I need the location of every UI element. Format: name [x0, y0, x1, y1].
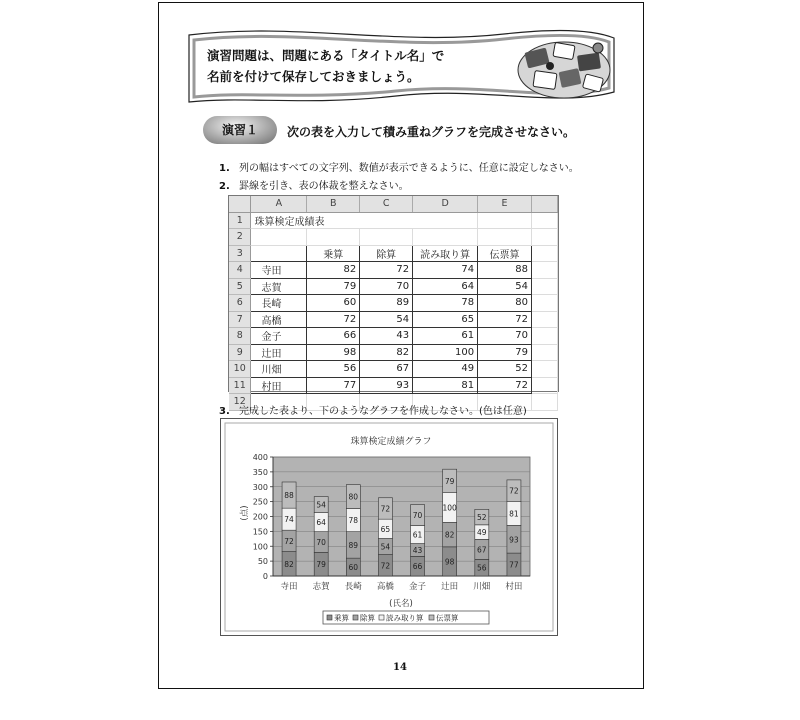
- x-axis-label: (氏名): [389, 599, 413, 609]
- value-cell[interactable]: 93: [360, 377, 413, 394]
- data-label: 82: [284, 559, 294, 569]
- step-2: [219, 177, 409, 192]
- data-label: 88: [284, 491, 294, 501]
- data-label: 60: [348, 563, 359, 573]
- value-cell[interactable]: 72: [478, 311, 532, 328]
- value-cell[interactable]: 49: [413, 361, 478, 378]
- value-cell[interactable]: 72: [307, 311, 360, 328]
- value-cell[interactable]: 82: [307, 262, 360, 279]
- value-cell[interactable]: 52: [478, 361, 532, 378]
- table-row: [229, 311, 558, 328]
- value-cell[interactable]: 60: [307, 295, 360, 312]
- header-cell[interactable]: 乗算: [307, 245, 360, 262]
- data-label: 89: [348, 540, 359, 550]
- data-label: 72: [380, 561, 391, 571]
- header-cell[interactable]: 伝票算: [478, 245, 532, 262]
- value-cell[interactable]: 81: [413, 377, 478, 394]
- sheet-row: [229, 229, 558, 246]
- legend-swatch: [379, 615, 384, 620]
- data-label: 79: [444, 476, 455, 486]
- x-tick-label: 長崎: [344, 582, 362, 592]
- name-cell[interactable]: 村田: [251, 377, 307, 394]
- table-row: [229, 361, 558, 378]
- value-cell[interactable]: 56: [307, 361, 360, 378]
- row-number[interactable]: 2: [229, 229, 251, 246]
- legend-swatch: [327, 615, 332, 620]
- row-number[interactable]: 7: [229, 311, 251, 328]
- legend-label: 読み取り算: [386, 613, 424, 623]
- value-cell[interactable]: 61: [413, 328, 478, 345]
- data-label: 82: [444, 530, 455, 540]
- x-tick-label: 金子: [409, 582, 427, 592]
- name-cell[interactable]: 辻田: [251, 344, 307, 361]
- value-cell[interactable]: 72: [478, 377, 532, 394]
- x-tick-label: 高橋: [376, 582, 394, 592]
- y-tick-label: 0: [262, 572, 268, 581]
- page-number: 14: [393, 662, 407, 673]
- spreadsheet: [228, 195, 559, 408]
- cell[interactable]: [532, 361, 558, 378]
- value-cell[interactable]: 100: [413, 344, 478, 361]
- row-number[interactable]: 11: [229, 377, 251, 394]
- banner-line-2: 名前を付けて保存しておきましょう。: [207, 69, 420, 84]
- value-cell[interactable]: 88: [478, 262, 532, 279]
- exercise-badge: 演習１: [203, 116, 277, 144]
- step-1: [219, 159, 579, 174]
- cell[interactable]: [532, 295, 558, 312]
- select-all-corner[interactable]: [229, 196, 251, 212]
- row-number[interactable]: 4: [229, 262, 251, 279]
- row-number[interactable]: 10: [229, 361, 251, 378]
- y-tick-label: 50: [257, 557, 268, 567]
- column-header-d[interactable]: D: [413, 196, 478, 212]
- data-label: 77: [509, 560, 519, 570]
- data-label: 43: [412, 545, 423, 555]
- row-number[interactable]: 6: [229, 295, 251, 312]
- value-cell[interactable]: 98: [307, 344, 360, 361]
- cell[interactable]: [532, 278, 558, 295]
- data-label: 70: [412, 511, 423, 521]
- name-cell[interactable]: 金子: [251, 328, 307, 345]
- name-cell[interactable]: 高橋: [251, 311, 307, 328]
- cell[interactable]: [532, 377, 558, 394]
- stacked-bar-chart: [220, 418, 558, 636]
- column-header-a[interactable]: A: [251, 196, 307, 212]
- row-number[interactable]: 3: [229, 245, 251, 262]
- data-label: 78: [348, 516, 359, 526]
- value-cell[interactable]: 66: [307, 328, 360, 345]
- plot-area: [253, 453, 530, 592]
- data-label: 54: [380, 542, 391, 552]
- data-label: 74: [284, 515, 294, 525]
- name-cell[interactable]: 志賀: [251, 278, 307, 295]
- cell[interactable]: [532, 229, 558, 246]
- cell[interactable]: [307, 229, 360, 246]
- cell[interactable]: [532, 245, 558, 262]
- value-cell[interactable]: 74: [413, 262, 478, 279]
- value-cell[interactable]: 77: [307, 377, 360, 394]
- cell[interactable]: [532, 328, 558, 345]
- clipart-icon: [518, 42, 610, 98]
- x-tick-label: 寺田: [280, 582, 298, 592]
- legend-label: 伝票算: [436, 613, 459, 623]
- row-number[interactable]: 1: [229, 212, 251, 229]
- value-cell[interactable]: 67: [360, 361, 413, 378]
- value-cell[interactable]: 82: [360, 344, 413, 361]
- legend-swatch: [353, 615, 358, 620]
- column-header-e[interactable]: E: [478, 196, 532, 212]
- value-cell[interactable]: 79: [307, 278, 360, 295]
- table-row: [229, 295, 558, 312]
- cell[interactable]: [478, 212, 532, 229]
- value-cell[interactable]: 70: [360, 278, 413, 295]
- y-tick-label: 150: [252, 527, 268, 537]
- cell[interactable]: [532, 344, 558, 361]
- exercise-title: 次の表を入力して積み重ねグラフを完成させなさい。: [287, 125, 576, 139]
- column-header-c[interactable]: C: [360, 196, 413, 212]
- header-cell[interactable]: 読み取り算: [413, 245, 478, 262]
- legend-label: 除算: [360, 613, 375, 623]
- column-header-f[interactable]: [532, 196, 558, 212]
- name-cell[interactable]: 川畑: [251, 361, 307, 378]
- value-cell[interactable]: 78: [413, 295, 478, 312]
- y-tick-label: 250: [252, 497, 268, 507]
- data-label: 52: [477, 513, 487, 523]
- data-label: 65: [380, 524, 391, 534]
- x-tick-label: 志賀: [312, 582, 330, 592]
- y-tick-label: 300: [252, 482, 268, 492]
- data-label: 93: [509, 535, 519, 545]
- y-tick-label: 200: [252, 512, 268, 522]
- data-label: 100: [442, 503, 457, 513]
- value-cell[interactable]: 79: [478, 344, 532, 361]
- step-3: [219, 402, 527, 417]
- cell[interactable]: [251, 245, 307, 262]
- data-label: 61: [412, 530, 423, 540]
- data-label: 66: [412, 562, 423, 572]
- step-text: 罫線を引き、表の体裁を整えなさい。: [239, 181, 409, 192]
- chart-legend: [323, 611, 489, 624]
- spreadsheet-table: [229, 196, 558, 411]
- data-label: 70: [316, 538, 326, 548]
- column-header-b[interactable]: B: [307, 196, 360, 212]
- data-label: 80: [348, 492, 359, 502]
- table-row: [229, 262, 558, 279]
- x-tick-label: 村田: [505, 582, 523, 592]
- step-text: 完成した表より、下のようなグラフを作成しなさい。(色は任意): [239, 406, 527, 417]
- value-cell[interactable]: 54: [478, 278, 532, 295]
- table-row: [229, 377, 558, 394]
- data-label: 79: [316, 560, 326, 570]
- sheet-header-row: [229, 245, 558, 262]
- data-label: 67: [477, 545, 487, 555]
- name-cell[interactable]: 長崎: [251, 295, 307, 312]
- data-label: 72: [380, 504, 391, 514]
- header-cell[interactable]: 除算: [360, 245, 413, 262]
- step-text: 列の幅はすべての文字列、数値が表示できるように、任意に設定しなさい。: [239, 163, 579, 174]
- value-cell[interactable]: 80: [478, 295, 532, 312]
- cell[interactable]: [413, 212, 478, 229]
- value-cell[interactable]: 65: [413, 311, 478, 328]
- y-tick-label: 400: [252, 453, 268, 462]
- data-label: 54: [316, 500, 326, 510]
- row-number[interactable]: 9: [229, 344, 251, 361]
- data-label: 64: [316, 518, 326, 528]
- value-cell[interactable]: 70: [478, 328, 532, 345]
- data-label: 72: [509, 486, 519, 496]
- cell[interactable]: [360, 229, 413, 246]
- cell[interactable]: [532, 394, 558, 411]
- cell[interactable]: [532, 311, 558, 328]
- banner-text: [207, 45, 444, 87]
- step-number: 1.: [219, 163, 230, 174]
- value-cell[interactable]: 89: [360, 295, 413, 312]
- y-tick-label: 350: [252, 467, 268, 477]
- chart-svg: [221, 419, 557, 635]
- row-number[interactable]: 8: [229, 328, 251, 345]
- row-number[interactable]: 5: [229, 278, 251, 295]
- cell[interactable]: [532, 212, 558, 229]
- x-tick-label: 川畑: [473, 582, 491, 592]
- cell[interactable]: [478, 229, 532, 246]
- sheet-row: [229, 212, 558, 229]
- name-cell[interactable]: 寺田: [251, 262, 307, 279]
- cell[interactable]: [413, 229, 478, 246]
- y-tick-label: 100: [252, 542, 268, 552]
- banner-line-1: 演習問題は、問題にある「タイトル名」で: [207, 48, 445, 63]
- table-row: [229, 344, 558, 361]
- cell[interactable]: [251, 229, 307, 246]
- sheet-title-cell[interactable]: 珠算検定成績表: [251, 212, 413, 229]
- y-axis-label: (点): [240, 505, 250, 521]
- data-label: 56: [477, 563, 487, 573]
- table-row: [229, 328, 558, 345]
- data-label: 72: [284, 536, 294, 546]
- legend-swatch: [429, 615, 434, 620]
- value-cell[interactable]: 72: [360, 262, 413, 279]
- x-tick-label: 辻田: [441, 582, 459, 592]
- data-label: 98: [444, 557, 455, 567]
- column-header-row: [229, 196, 558, 212]
- value-cell[interactable]: 64: [413, 278, 478, 295]
- data-label: 49: [477, 528, 487, 538]
- row-number[interactable]: 12: [229, 394, 251, 411]
- value-cell[interactable]: 43: [360, 328, 413, 345]
- chart-title: 珠算検定成績グラフ: [350, 437, 432, 447]
- table-row: [229, 278, 558, 295]
- cell[interactable]: [532, 262, 558, 279]
- value-cell[interactable]: 54: [360, 311, 413, 328]
- step-number: 3.: [219, 406, 230, 417]
- step-number: 2.: [219, 181, 230, 192]
- data-label: 81: [509, 509, 519, 519]
- legend-label: 乗算: [334, 613, 349, 623]
